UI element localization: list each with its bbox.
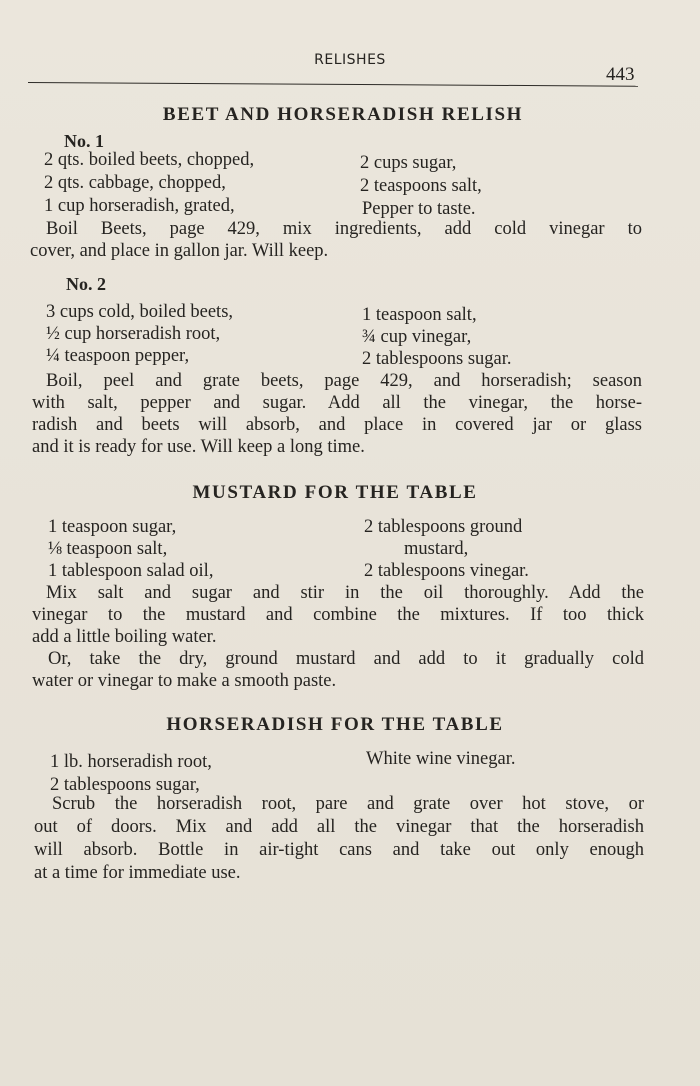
ingredient: ¾ cup vinegar, bbox=[362, 327, 472, 347]
ingredient: 2 qts. boiled beets, chopped, bbox=[44, 150, 255, 170]
recipe-title-beet-horseradish: BEET AND HORSERADISH RELISH bbox=[162, 104, 524, 125]
ingredient: 1 lb. horseradish root, bbox=[50, 752, 212, 772]
recipe-title-mustard: MUSTARD FOR THE TABLE bbox=[192, 482, 478, 503]
ingredient: White wine vinegar. bbox=[366, 749, 516, 769]
ingredient: 2 teaspoons salt, bbox=[360, 176, 482, 196]
direction-line: radish and beets will absorb, and place in covered jar or glass bbox=[32, 415, 642, 435]
direction-line: at a time for immediate use. bbox=[34, 863, 241, 883]
direction-line: cover, and place in gallon jar. Will keep. bbox=[30, 241, 329, 261]
page-number: 443 bbox=[606, 64, 635, 85]
direction-line: and it is ready for use. Will keep a long time. bbox=[32, 437, 365, 457]
direction-line: out of doors. Mix and add all the vinegar that the horseradish bbox=[34, 817, 644, 837]
direction-line: vinegar to the mustard and combine the mixtures. If too thick bbox=[32, 605, 644, 625]
ingredient: ⅛ teaspoon salt, bbox=[48, 539, 168, 559]
ingredient: Pepper to taste. bbox=[362, 199, 476, 219]
direction-line: Scrub the horseradish root, pare and grate over hot stove, or bbox=[52, 794, 644, 814]
ingredient: 2 tablespoons ground bbox=[364, 517, 523, 537]
direction-line: Mix salt and sugar and stir in the oil thoroughly. Add the bbox=[46, 583, 644, 603]
variant-label-no2: No. 2 bbox=[66, 274, 106, 294]
running-head: RELISHES bbox=[314, 52, 386, 68]
direction-line: will absorb. Bottle in air-tight cans and take out only enough bbox=[34, 840, 644, 860]
variant-label-no1: No. 1 bbox=[64, 131, 104, 151]
ingredient: 2 tablespoons sugar. bbox=[362, 349, 512, 369]
direction-line: water or vinegar to make a smooth paste. bbox=[32, 671, 337, 691]
ingredient: 3 cups cold, boiled beets, bbox=[46, 302, 234, 322]
ingredient: ½ cup horseradish root, bbox=[46, 324, 221, 344]
ingredient: 2 tablespoons sugar, bbox=[50, 775, 200, 795]
recipe-title-horseradish: HORSERADISH FOR THE TABLE bbox=[166, 714, 504, 735]
ingredient: 1 cup horseradish, grated, bbox=[44, 196, 235, 216]
ingredient: 1 teaspoon salt, bbox=[362, 305, 477, 325]
direction-line: Boil, peel and grate beets, page 429, and horseradish; season bbox=[46, 371, 642, 391]
ingredient: 2 tablespoons vinegar. bbox=[364, 561, 529, 581]
ingredient: 2 qts. cabbage, chopped, bbox=[44, 173, 226, 193]
ingredient: 1 teaspoon sugar, bbox=[48, 517, 177, 537]
direction-line: add a little boiling water. bbox=[32, 627, 217, 647]
ingredient: mustard, bbox=[404, 539, 469, 559]
header-rule bbox=[28, 82, 638, 87]
direction-line: with salt, pepper and sugar. Add all the vinegar, the horse- bbox=[32, 393, 642, 413]
ingredient: 1 tablespoon salad oil, bbox=[48, 561, 214, 581]
direction-line: Boil Beets, page 429, mix ingredients, add cold vinegar to bbox=[46, 219, 642, 239]
ingredient: ¼ teaspoon pepper, bbox=[46, 346, 190, 366]
direction-line: Or, take the dry, ground mustard and add to it gradually cold bbox=[48, 649, 644, 669]
ingredient: 2 cups sugar, bbox=[360, 153, 457, 173]
